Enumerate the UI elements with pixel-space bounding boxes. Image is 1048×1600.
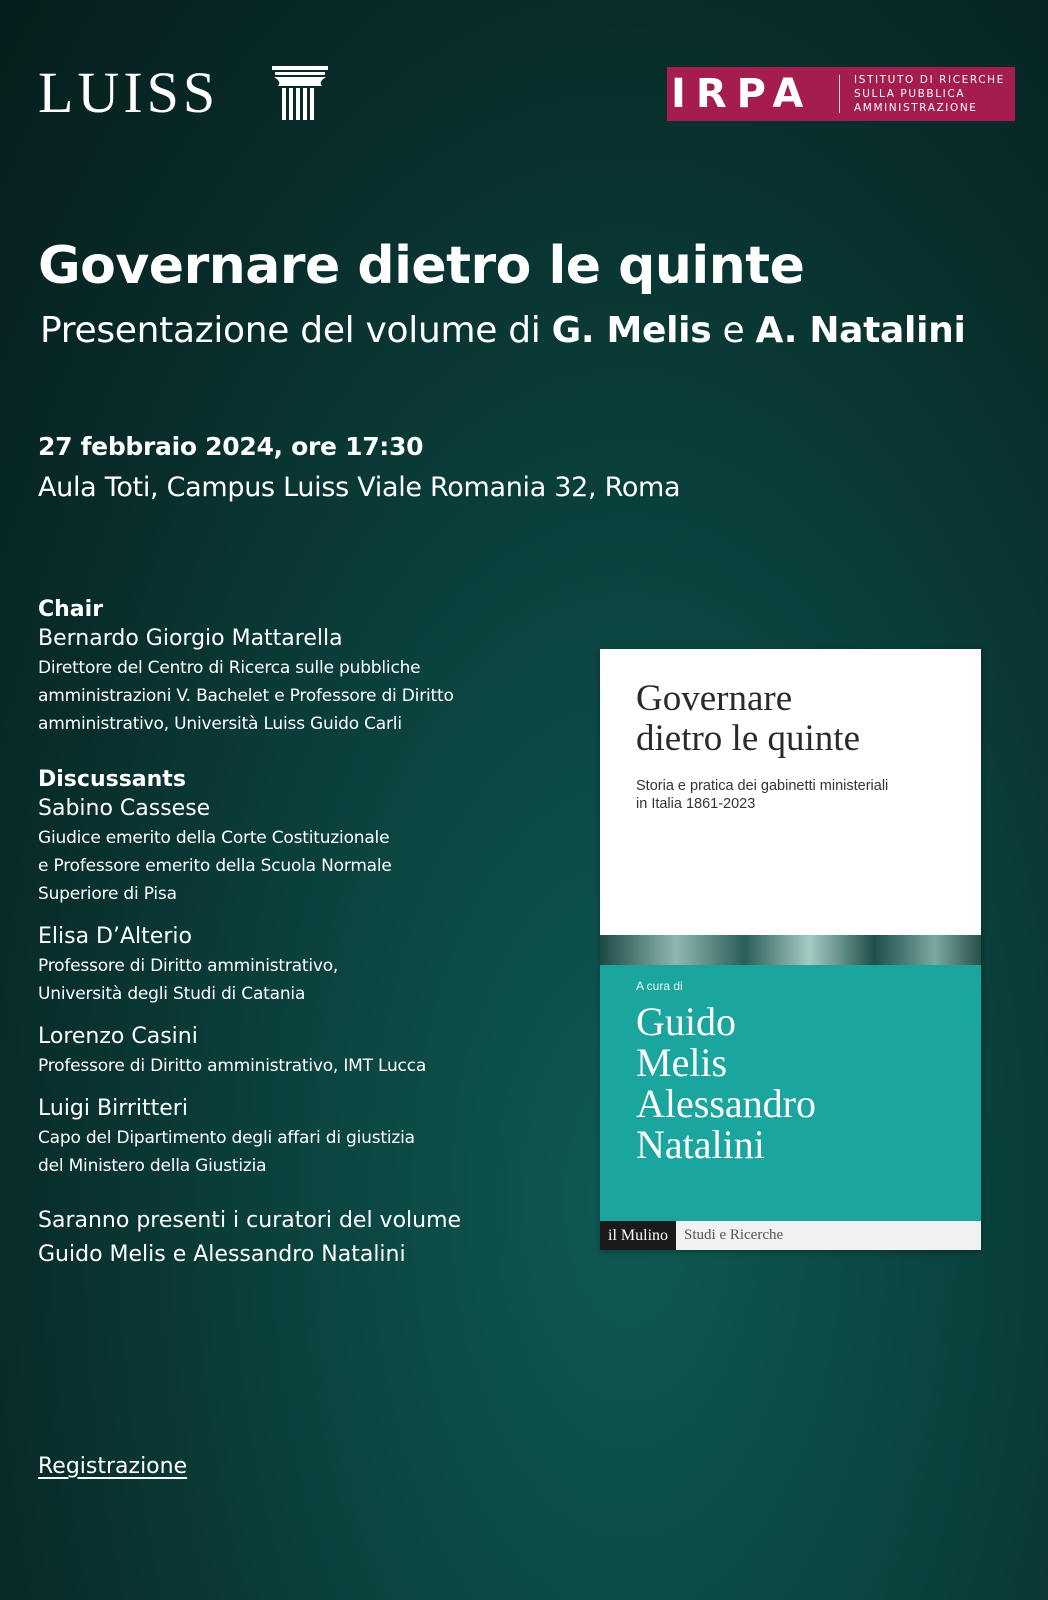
event-title: Governare dietro le quinte: [38, 236, 805, 296]
column-icon: [272, 66, 328, 120]
author-2: A. Natalini: [755, 310, 966, 351]
chair-description: Direttore del Centro di Ricerca sulle pubbliche amministrazioni V. Bachelet e Professore di Diritto amministrativo, Università Luiss Guido Carli: [38, 658, 454, 734]
irpa-divider: [839, 75, 840, 113]
discussant-description: Capo del Dipartimento degli affari di giustizia del Ministero della Giustizia: [38, 1128, 415, 1176]
discussant-item: [38, 1022, 558, 1080]
book-cover: [600, 649, 981, 1250]
event-venue: Aula Toti, Campus Luiss Viale Romania 32, Roma: [38, 472, 681, 503]
program: [38, 596, 558, 1272]
discussant-name: Lorenzo Casini: [38, 1024, 198, 1049]
discussant-description: Giudice emerito della Corte Costituzionale e Professore emerito della Scuola Normale Superiore di Pisa: [38, 828, 392, 904]
luiss-wordmark: LUISS: [38, 60, 220, 125]
discussant-item: [38, 922, 558, 1008]
book-cover-photo-strip: [600, 935, 981, 965]
chair-heading: Chair: [38, 597, 104, 622]
discussant-item: [38, 794, 558, 908]
subtitle-conjunction: e: [711, 310, 756, 351]
event-subtitle: [40, 310, 966, 351]
irpa-logo: [667, 67, 1015, 121]
discussant-item: [38, 1094, 558, 1180]
book-subtitle: Storia e pratica dei gabinetti ministeriali in Italia 1861-2023: [636, 778, 889, 812]
irpa-wordmark: IRPA: [671, 71, 814, 117]
chair-block: [38, 596, 558, 738]
publisher-logo: il Mulino: [600, 1221, 676, 1250]
book-series: Studi e Ricerche: [684, 1227, 784, 1243]
book-curated-by: A cura di: [636, 979, 683, 993]
discussants-heading: Discussants: [38, 767, 186, 792]
closing-note: Saranno presenti i curatori del volume Guido Melis e Alessandro Natalini: [38, 1208, 462, 1267]
subtitle-prefix: Presentazione del volume di: [40, 310, 552, 351]
event-date: 27 febbraio 2024, ore 17:30: [38, 432, 424, 461]
chair-name: Bernardo Giorgio Mattarella: [38, 626, 343, 651]
author-1: G. Melis: [551, 310, 712, 351]
discussant-name: Sabino Cassese: [38, 796, 211, 821]
registration-link[interactable]: Registrazione: [38, 1454, 188, 1479]
discussant-name: Luigi Birritteri: [38, 1096, 188, 1121]
book-title: Governare dietro le quinte: [636, 678, 860, 759]
book-cover-teal-panel: [600, 965, 981, 1221]
discussant-description: Professore di Diritto amministrativo, Università degli Studi di Catania: [38, 956, 339, 1004]
book-cover-footer: [600, 1221, 981, 1250]
irpa-subtitle: ISTITUTO DI RICERCHE SULLA PUBBLICA AMMINISTRAZIONE: [854, 74, 1005, 114]
discussant-description: Professore di Diritto amministrativo, IMT Lucca: [38, 1056, 427, 1076]
book-authors: Guido Melis Alessandro Natalini: [636, 999, 816, 1167]
luiss-logo: [38, 60, 220, 125]
discussant-name: Elisa D’Alterio: [38, 924, 192, 949]
book-cover-top: [600, 649, 981, 935]
